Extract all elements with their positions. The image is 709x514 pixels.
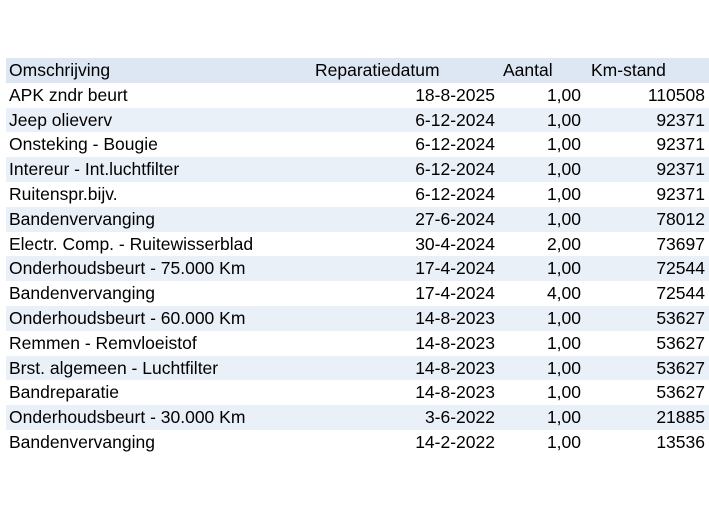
- cell-quantity: 1,00: [546, 307, 581, 328]
- cell-description: Bandenvervanging: [9, 208, 155, 229]
- table-row: [6, 108, 709, 133]
- cell-date: 6-12-2024: [415, 134, 495, 155]
- table-row: [6, 306, 709, 331]
- cell-quantity: 1,00: [546, 208, 581, 229]
- table-row: [6, 356, 709, 381]
- cell-mileage: 72544: [656, 283, 705, 304]
- cell-mileage: 92371: [656, 183, 705, 204]
- cell-quantity: 1,00: [546, 134, 581, 155]
- table-header-row: [6, 58, 709, 83]
- table-row: [6, 331, 709, 356]
- cell-quantity: 1,00: [546, 357, 581, 378]
- cell-mileage: 110508: [647, 84, 705, 105]
- cell-date: 27-6-2024: [415, 208, 495, 229]
- cell-mileage: 92371: [656, 159, 705, 180]
- cell-mileage: 73697: [656, 233, 705, 254]
- cell-date: 14-8-2023: [415, 332, 495, 353]
- cell-description: Bandenvervanging: [9, 283, 155, 304]
- cell-mileage: 53627: [656, 332, 705, 353]
- table-row: [6, 232, 709, 257]
- cell-date: 30-4-2024: [415, 233, 495, 254]
- cell-date: 17-4-2024: [415, 283, 495, 304]
- header-quantity: Aantal: [503, 60, 553, 80]
- cell-description: Bandenvervanging: [9, 431, 155, 452]
- cell-quantity: 1,00: [546, 109, 581, 130]
- cell-quantity: 1,00: [546, 382, 581, 403]
- table-row: [6, 207, 709, 232]
- cell-quantity: 1,00: [546, 159, 581, 180]
- header-mileage: Km-stand: [591, 60, 666, 80]
- cell-description: Bandreparatie: [9, 382, 119, 403]
- cell-mileage: 92371: [656, 109, 705, 130]
- cell-description: Ruitenspr.bijv.: [9, 183, 118, 204]
- cell-mileage: 13536: [656, 431, 705, 452]
- cell-date: 18-8-2025: [415, 84, 495, 105]
- cell-mileage: 53627: [656, 357, 705, 378]
- cell-description: Brst. algemeen - Luchtfilter: [9, 357, 219, 378]
- cell-mileage: 53627: [656, 382, 705, 403]
- table-row: [6, 182, 709, 207]
- table-row: [6, 132, 709, 157]
- cell-description: Jeep olieverv: [9, 109, 113, 130]
- cell-quantity: 1,00: [546, 258, 581, 279]
- cell-description: Remmen - Remvloeistof: [9, 332, 197, 353]
- cell-description: APK zndr beurt: [9, 84, 128, 105]
- cell-date: 6-12-2024: [415, 109, 495, 130]
- cell-date: 6-12-2024: [415, 159, 495, 180]
- cell-description: Electr. Comp. - Ruitewisserblad: [9, 233, 254, 254]
- cell-quantity: 1,00: [546, 431, 581, 452]
- cell-date: 14-8-2023: [415, 357, 495, 378]
- table-body: [6, 83, 709, 455]
- table-row: [6, 83, 709, 108]
- cell-mileage: 78012: [656, 208, 705, 229]
- cell-date: 14-8-2023: [415, 382, 495, 403]
- cell-description: Onderhoudsbeurt - 30.000 Km: [9, 407, 246, 428]
- cell-quantity: 1,00: [546, 84, 581, 105]
- repair-history-table: [6, 58, 709, 455]
- table-row: [6, 256, 709, 281]
- cell-mileage: 92371: [656, 134, 705, 155]
- table-row: [6, 430, 709, 455]
- cell-quantity: 4,00: [546, 283, 581, 304]
- cell-date: 17-4-2024: [415, 258, 495, 279]
- cell-date: 6-12-2024: [415, 183, 495, 204]
- cell-description: Intereur - Int.luchtfilter: [9, 159, 180, 180]
- table-row: [6, 281, 709, 306]
- cell-quantity: 1,00: [546, 332, 581, 353]
- cell-date: 14-2-2022: [415, 431, 495, 452]
- cell-quantity: 1,00: [546, 183, 581, 204]
- cell-quantity: 2,00: [546, 233, 581, 254]
- table-row: [6, 405, 709, 430]
- table-row: [6, 157, 709, 182]
- cell-mileage: 72544: [656, 258, 705, 279]
- cell-description: Onderhoudsbeurt - 75.000 Km: [9, 258, 246, 279]
- cell-description: Onsteking - Bougie: [9, 134, 158, 155]
- cell-description: Onderhoudsbeurt - 60.000 Km: [9, 307, 246, 328]
- header-description: Omschrijving: [9, 60, 111, 80]
- header-date: Reparatiedatum: [315, 60, 440, 80]
- cell-date: 14-8-2023: [415, 307, 495, 328]
- table-row: [6, 380, 709, 405]
- cell-mileage: 21885: [656, 407, 705, 428]
- cell-mileage: 53627: [656, 307, 705, 328]
- cell-date: 3-6-2022: [424, 407, 495, 428]
- cell-quantity: 1,00: [546, 407, 581, 428]
